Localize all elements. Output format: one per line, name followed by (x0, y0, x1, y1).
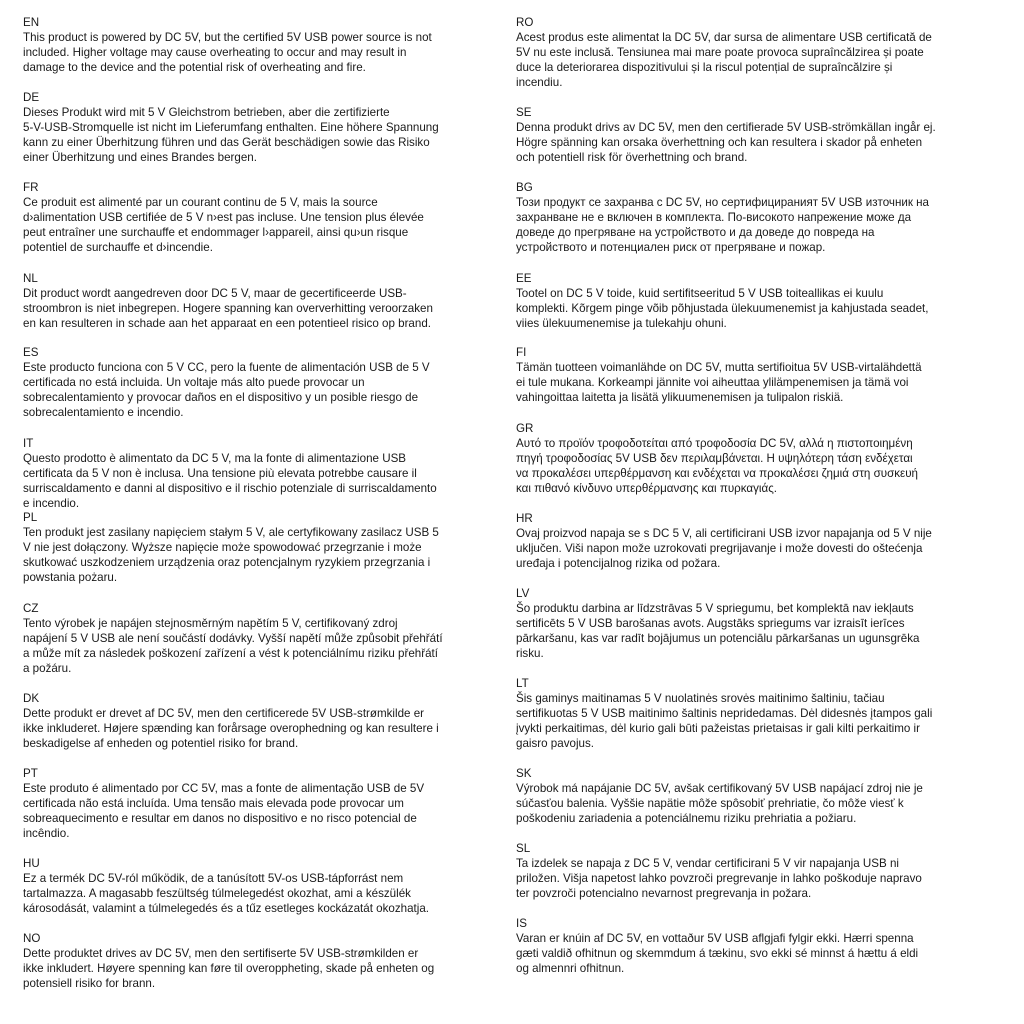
language-section-lt (516, 676, 932, 751)
language-code-heading: FR (23, 181, 39, 194)
language-section-pl (23, 510, 439, 585)
notice-text-line: risku. (516, 647, 544, 660)
notice-text-line: доведе до прегряване на устройството и да доведе до повреда на (516, 226, 875, 239)
language-section-fr (23, 180, 424, 255)
language-code-heading: NO (23, 932, 41, 945)
notice-text-line: incendiu. (516, 76, 563, 89)
language-section-se (516, 105, 936, 165)
notice-text-line: priložen. Višja napetost lahko povzroči pregrevanje in lahko poškoduje napravo (516, 872, 922, 885)
language-code-heading: NL (23, 272, 38, 285)
notice-text-line: og almennri ofhitnun. (516, 962, 625, 975)
notice-text-line: vahingoittaa laitetta ja lisätä ylikuumenemisen ja tulipalon riskiä. (516, 391, 844, 404)
notice-text-line: skutkować uszkodzeniem urządzenia oraz potencjalnym ryzykiem przegrzania i (23, 556, 431, 569)
language-section-sk (516, 766, 923, 826)
notice-text-line: surriscaldamento e danni al dispositivo e il rischio potenziale di surriscaldamento (23, 482, 437, 495)
notice-text-line: Ten produkt jest zasilany napięciem stałym 5 V, ale certyfikowany zasilacz USB 5 (23, 526, 439, 539)
notice-text-line: захранване не е включен в комплекта. По-високото напрежение може да (516, 211, 912, 224)
notice-text-line: sobrecalentamiento y provocar daños en el dispositivo y un posible riesgo de (23, 391, 419, 404)
language-code-heading: BG (516, 181, 533, 194)
language-section-gr (516, 421, 918, 496)
notice-text-line: certificada no está incluida. Un voltaje más alto puede provocar un (23, 376, 365, 389)
notice-text-line: incêndio. (23, 827, 70, 840)
language-section-dk (23, 691, 439, 751)
language-section-en (23, 15, 432, 75)
language-code-heading: EE (516, 272, 532, 285)
language-code-heading: SE (516, 106, 532, 119)
notice-text-line: certificata da 5 V non è inclusa. Una tensione più elevata potrebbe causare il (23, 467, 417, 480)
language-code-heading: IS (516, 917, 527, 930)
notice-text-line: a může mít za následek poškození zařízení a vést k potenciálnímu riziku přehřátí (23, 647, 438, 660)
language-section-sl (516, 841, 922, 901)
notice-text-line: Ez a termék DC 5V-ról működik, de a tanúsított 5V-os USB-tápforrást nem (23, 872, 404, 885)
notice-text-line: Ta izdelek se napaja z DC 5 V, vendar certificirani 5 V vir napajanja USB ni (516, 857, 900, 870)
notice-text-line: a požáru. (23, 662, 72, 675)
notice-text-line: ei tule mukana. Korkeampi jännite voi aiheuttaa ylilämpenemisen ja tämä voi (516, 376, 909, 389)
language-code-heading: EN (23, 16, 40, 29)
notice-text-line: 5-V-USB-Stromquelle ist nicht im Lieferumfang enthalten. Eine höhere Spannung (23, 121, 439, 134)
language-section-hr (516, 511, 932, 571)
language-code-heading: ES (23, 346, 39, 359)
language-section-pt (23, 766, 424, 841)
notice-text-line: V nie jest dołączony. Wyższe napięcie może spowodować przegrzanie i może (23, 541, 422, 554)
notice-text-line: Högre spänning kan orsaka överhettning och kan resultera i skador på enheten (516, 136, 923, 149)
language-code-heading: LT (516, 677, 529, 690)
language-code-heading: HR (516, 512, 533, 525)
language-section-hu (23, 856, 429, 916)
language-code-heading: FI (516, 346, 527, 359)
notice-text-line: This product is powered by DC 5V, but the certified 5V USB power source is not (23, 31, 432, 44)
language-section-cz (23, 601, 443, 676)
notice-text-line: certificada não está incluída. Uma tensão mais elevada pode provocar um (23, 797, 404, 810)
notice-text-line: beskadigelse af enheden og potentiel risiko for brand. (23, 737, 299, 750)
notice-text-line: komplekti. Kõrgem pinge võib põhjustada ülekuumenemist ja kahjustada seadet, (516, 302, 929, 315)
notice-text-line: e incendio. (23, 497, 80, 510)
language-section-is (516, 916, 918, 976)
notice-text-line: Acest produs este alimentat la DC 5V, dar sursa de alimentare USB certificată de (516, 31, 932, 44)
notice-text-line: Výrobok má napájanie DC 5V, avšak certifikovaný 5V USB napájací zdroj nie je (516, 782, 923, 795)
notice-text-line: károsodását, valamint a túlmelegedés és a tűz esetleges kockázatát okozhatja. (23, 902, 430, 915)
notice-text-line: included. Higher voltage may cause overheating to occur and may result in (23, 46, 407, 59)
language-code-heading: CZ (23, 602, 39, 615)
notice-text-line: Tootel on DC 5 V toide, kuid sertifitseeritud 5 V USB toiteallikas ei kuulu (516, 287, 884, 300)
notice-text-line: en kan resulteren in schade aan het apparaat en een potentieel risico op brand. (23, 317, 432, 330)
notice-text-line: kann zu einer Überhitzung führen und das Gerät beschädigen sowie das Risiko (23, 136, 430, 149)
notice-text-line: 5V nu este inclusă. Tensiunea mai mare poate provoca supraîncălzirea și poate (516, 46, 924, 59)
notice-text-line: uređaja i potencijalnog rizika od požara. (516, 557, 721, 570)
language-section-nl (23, 271, 433, 331)
notice-text-line: einer Überhitzung und eines Brandes bergen. (23, 151, 257, 164)
language-code-heading: SL (516, 842, 531, 855)
notice-text-line: damage to the device and the potential risk of overheating and fire. (23, 61, 366, 74)
language-code-heading: PT (23, 767, 38, 780)
language-code-heading: DE (23, 91, 40, 104)
notice-text-line: powstania pożaru. (23, 571, 118, 584)
language-section-ro (516, 15, 932, 90)
notice-text-line: duce la deteriorarea dispozitivului și la riscul potențial de supraîncălzire și (516, 61, 893, 74)
notice-text-line: d›alimentation USB certifiée de 5 V n›est pas incluse. Une tension plus élevée (23, 211, 424, 224)
notice-text-line: viies ülekuumenemise ja tulekahju ohuni. (516, 317, 727, 330)
notice-text-line: Този продукт се захранва с DC 5V, но сертифицираният 5V USB източник на (516, 196, 929, 209)
language-code-heading: RO (516, 16, 534, 29)
language-code-heading: LV (516, 587, 530, 600)
language-section-bg (516, 180, 929, 255)
notice-text-line: napájení 5 V USB ale není součástí dodávky. Vyšší napětí může způsobit přehřátí (23, 632, 443, 645)
language-section-de (23, 90, 439, 165)
notice-text-line: Ce produit est alimenté par un courant continu de 5 V, mais la source (23, 196, 378, 209)
notice-text-line: gaisro pavojus. (516, 737, 594, 750)
notice-text-line: súčasťou balenia. Vyššie napätie môže spôsobiť prehriatie, čo môže viesť k (516, 797, 904, 810)
notice-text-line: sertificēts 5 V USB barošanas avots. Augstāks spriegums var izraisīt ierīces (516, 617, 905, 630)
notice-text-line: ikke inkludert. Høyere spenning kan føre til overoppheting, skade på enheten og (23, 962, 435, 975)
language-code-heading: PL (23, 511, 38, 524)
notice-text-line: sobreaquecimento e resultar em danos no dispositivo e no risco potencial de (23, 812, 417, 825)
notice-text-line: sobrecalentamiento e incendio. (23, 406, 184, 419)
notice-text-line: Dette produkt er drevet af DC 5V, men den certificerede 5V USB-strømkilde er (23, 707, 425, 720)
notice-text-line: potensiell risiko for brann. (23, 977, 156, 990)
notice-text-line: ter povzroči potencialno nevarnost pregrevanja in požara. (516, 887, 812, 900)
notice-text-line: peut entraîner une surchauffe et endommager l›appareil, ainsi qu›un risque (23, 226, 409, 239)
notice-text-line: Šis gaminys maitinamas 5 V nuolatinės srovės maitinimo šaltiniu, tačiau (516, 692, 885, 705)
notice-text-line: Šo produktu darbina ar līdzstrāvas 5 V spriegumu, bet komplektā nav iekļauts (516, 602, 914, 615)
language-section-fi (516, 345, 922, 405)
notice-text-line: ikke inkluderet. Højere spænding kan forårsage overophedning og kan resultere i (23, 722, 439, 735)
notice-text-line: Dieses Produkt wird mit 5 V Gleichstrom betrieben, aber die zertifizierte (23, 106, 390, 119)
notice-text-line: sertifikuotas 5 V USB maitinimo šaltinis nepridedamas. Dėl didesnės įtampos gali (516, 707, 933, 720)
notice-text-line: Varan er knúin af DC 5V, en vottaður 5V USB aflgjafi fylgir ekki. Hærri spenna (516, 932, 914, 945)
language-section-it (23, 436, 437, 511)
notice-text-line: pārkaršanu, kas var radīt bojājumus un potenciālu pārkaršanas un ugunsgrēka (516, 632, 920, 645)
notice-text-line: πηγή τροφοδοσίας 5V USB δεν περιλαμβάνεται. Η υψηλότερη τάση ενδέχεται (516, 452, 913, 465)
language-section-lv (516, 586, 919, 661)
notice-text-line: Tento výrobek je napájen stejnosměrným napětím 5 V, certifikovaný zdroj (23, 617, 398, 630)
notice-text-line: Denna produkt drivs av DC 5V, men den certifierade 5V USB-strömkällan ingår ej. (516, 121, 936, 134)
notice-text-line: Este producto funciona con 5 V CC, pero la fuente de alimentación USB de 5 V (23, 361, 430, 374)
notice-text-line: Este produto é alimentado por CC 5V, mas a fonte de alimentação USB de 5V (23, 782, 425, 795)
notice-text-line: Dette produktet drives av DC 5V, men den sertifiserte 5V USB-strømkilden er (23, 947, 419, 960)
notice-text-line: gæti valdið ofhitnun og skemmdum á tækinu, svo ekki sé minnst á hættu á eldi (516, 947, 919, 960)
language-section-ee (516, 271, 928, 331)
language-code-heading: HU (23, 857, 40, 870)
notice-text-line: stroombron is niet inbegrepen. Hogere spanning kan oververhitting veroorzaken (23, 302, 433, 315)
language-code-heading: SK (516, 767, 532, 780)
notice-text-line: potentiel de surchauffe et d›incendie. (23, 241, 213, 254)
notice-text-line: poškodeniu zariadenia a potenciálnemu riziku prehriatia a požiaru. (516, 812, 857, 825)
language-section-es (23, 345, 430, 420)
language-section-no (23, 931, 434, 991)
notice-text-line: och potentiell risk för överhettning och brand. (516, 151, 748, 164)
language-code-heading: IT (23, 437, 34, 450)
language-code-heading: DK (23, 692, 40, 705)
notice-text-line: įvykti perkaitimas, dėl kurio gali būti pažeistas prietaisas ir gali kilti perkaitimo ir (516, 722, 920, 735)
notice-text-line: устройството и потенциален риск от прегряване и пожар. (516, 241, 826, 254)
notice-text-line: Questo prodotto è alimentato da DC 5 V, ma la fonte di alimentazione USB (23, 452, 407, 465)
notice-text-line: Tämän tuotteen voimanlähde on DC 5V, mutta sertifioitua 5V USB-virtalähdettä (516, 361, 922, 374)
notice-text-line: uključen. Viši napon može uzrokovati pregrijavanje i može dovesti do oštećenja (516, 542, 923, 555)
language-code-heading: GR (516, 422, 534, 435)
notice-text-line: Dit product wordt aangedreven door DC 5 V, maar de gecertificeerde USB- (23, 287, 407, 300)
notice-text-line: να προκαλέσει υπερθέρμανση και ενδέχεται να προκαλέσει ζημιά στη συσκευή (516, 467, 918, 480)
notice-text-line: Ovaj proizvod napaja se s DC 5 V, ali certificirani USB izvor napajanja od 5 V nije (516, 527, 932, 540)
notice-text-line: tartalmazza. A magasabb feszültség túlmelegedést okozhat, ami a készülék (23, 887, 411, 900)
notice-text-line: Αυτό το προϊόν τροφοδοτείται από τροφοδοσία DC 5V, αλλά η πιστοποιημένη (516, 437, 913, 450)
notice-text-line: και πιθανό κίνδυνο υπερθέρμανσης και πυρκαγιάς. (516, 482, 778, 495)
